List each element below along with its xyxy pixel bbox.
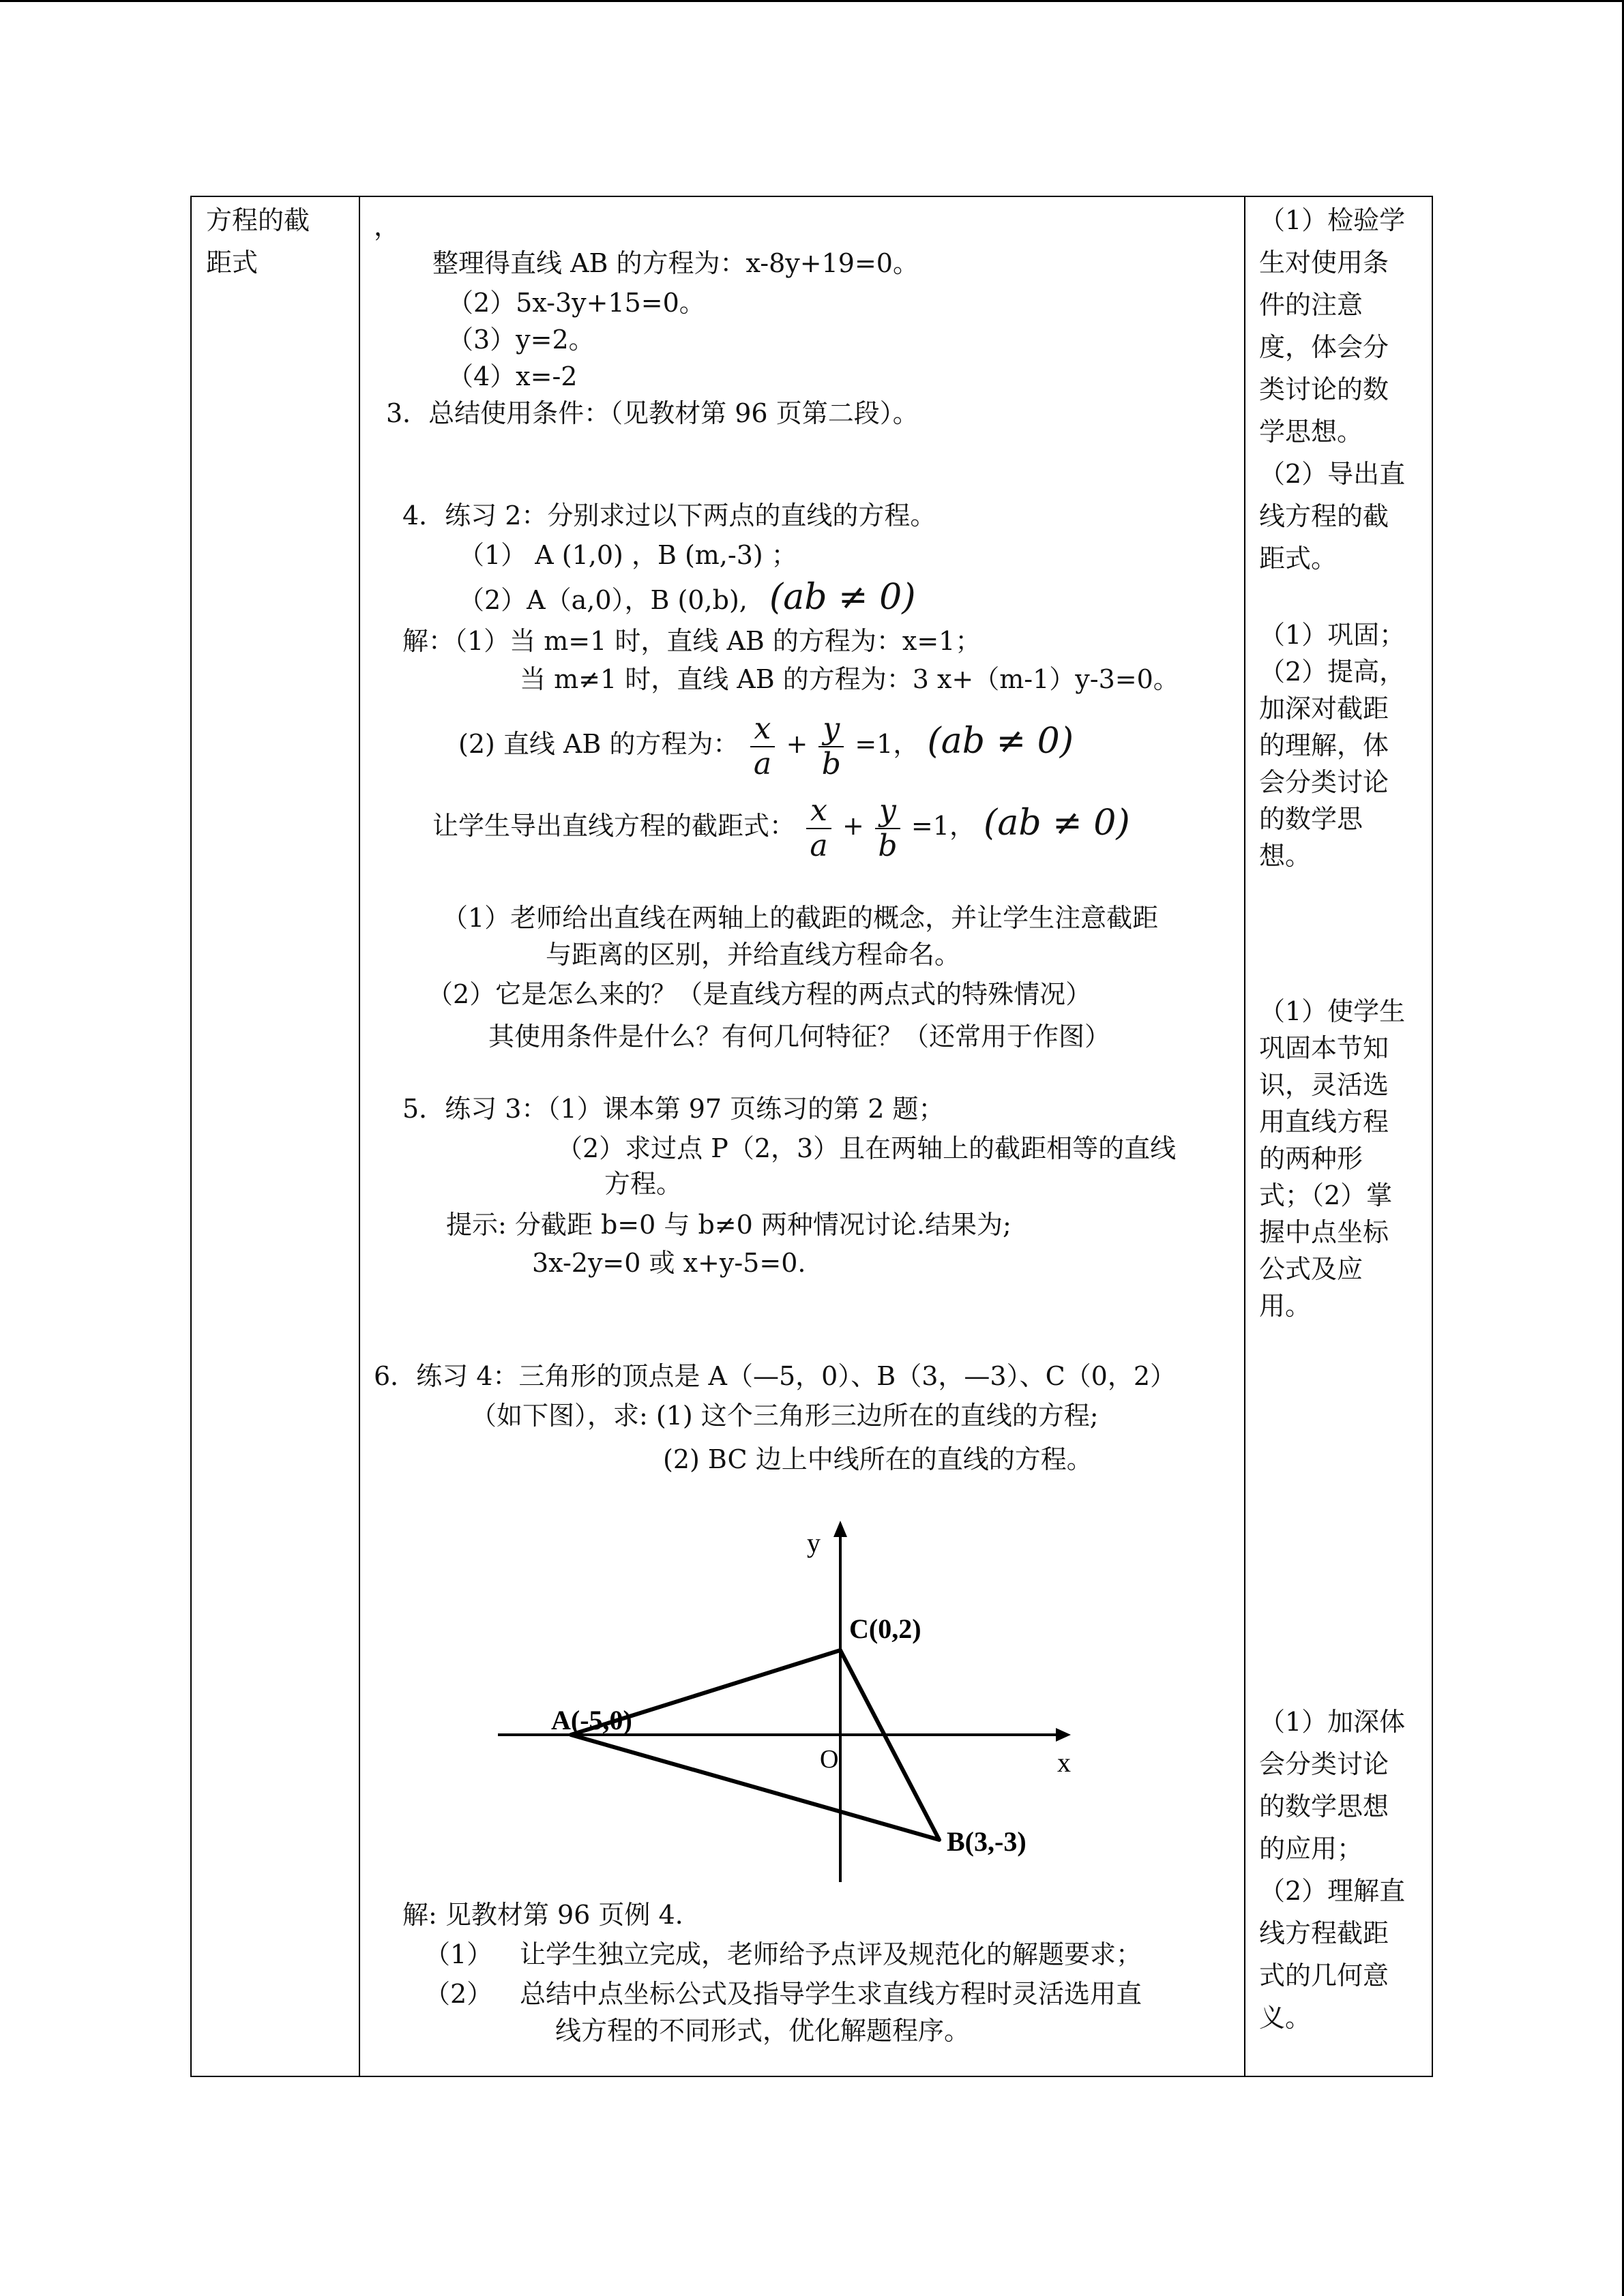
exercise-4-title: 6．练习 4：三角形的顶点是 A（—5，0）、B（3，—3）、C（0，2） [374, 1361, 1177, 1391]
right-note-block-2 [1259, 616, 1405, 874]
right-note-line: （2）提高， [1259, 657, 1406, 687]
denominator: a [753, 746, 772, 781]
right-note-line: 的数学思 [1259, 804, 1363, 834]
numerator: y [875, 794, 900, 829]
right-note-line: 的两种形 [1259, 1144, 1363, 1174]
denominator: b [878, 828, 898, 863]
note-1b: 与距离的区别，并给直线方程命名。 [546, 940, 961, 970]
ab-equation-line: 整理得直线 AB 的方程为：x-8y+19=0。 [432, 248, 919, 278]
answer-1-number: （1） [424, 1939, 493, 1969]
answer-2-text-a: 总结中点坐标公式及指导学生求直线方程时灵活选用直 [520, 1979, 1142, 2009]
exercise-2-item-2 [458, 577, 916, 618]
answer-3-line: （3）y=2。 [447, 325, 595, 355]
fraction-x-over-a [750, 712, 776, 781]
plus-sign: + [842, 811, 864, 841]
right-note-line: （1）检验学 [1259, 205, 1406, 235]
summary-line: 3．总结使用条件：（见教材第 96 页第二段）。 [386, 398, 919, 428]
note-1a: （1）老师给出直线在两轴上的截距的概念，并让学生注意截距 [442, 903, 1159, 933]
right-note-line: （2）导出直 [1259, 459, 1406, 489]
page-top-border [0, 0, 1624, 2]
exercise-3-title: 5．练习 3：（1）课本第 97 页练习的第 2 题； [402, 1094, 945, 1124]
denominator: a [810, 828, 828, 863]
fraction-y-over-b [818, 712, 844, 781]
fraction-x-over-a [806, 794, 831, 863]
solution-1b: 当 m≠1 时，直线 AB 的方程为：3 x+（m-1）y-3=0。 [520, 664, 1179, 694]
point-b-label: B(3,-3) [947, 1826, 1027, 1857]
right-note-line: 用直线方程 [1259, 1107, 1389, 1137]
right-note-line: 用。 [1259, 1291, 1312, 1321]
fraction-y-over-b [875, 794, 900, 863]
hint-line-b: 3x-2y=0 或 x+y-5=0. [532, 1248, 806, 1278]
right-note-line: （1）加深体 [1259, 1707, 1406, 1737]
triangle-abc [571, 1650, 939, 1840]
answer-2-number: （2） [424, 1979, 493, 2009]
answer-title: 解: 见教材第 96 页例 4. [402, 1900, 683, 1930]
note-2b: 其使用条件是什么？有何几何特征？（还常用于作图） [488, 1022, 1111, 1052]
equals-one: =1， [911, 811, 975, 841]
right-note-line: 会分类讨论 [1259, 767, 1389, 797]
numerator: x [750, 712, 776, 747]
right-note-line: 生对使用条 [1259, 248, 1389, 278]
right-note-line: 件的注意 [1259, 290, 1363, 320]
exercise-4-sub-1: （如下图），求: (1) 这个三角形三边所在的直线的方程; [471, 1401, 1099, 1431]
point-a-label: A(-5,0) [551, 1705, 632, 1735]
right-note-line: 加深对截距 [1259, 694, 1389, 724]
right-note-line: 的数学思想 [1259, 1791, 1389, 1821]
right-note-line: 类讨论的数 [1259, 374, 1389, 404]
denominator: b [821, 746, 841, 781]
section-label-line: 距式 [206, 248, 259, 278]
solution-1a: 解：（1）当 m=1 时，直线 AB 的方程为：x=1； [402, 626, 981, 656]
right-note-line: 线方程的截 [1259, 501, 1389, 531]
intercept-form-formula [432, 786, 1130, 863]
right-note-line: 学思想。 [1259, 417, 1363, 447]
intercept-prefix: 让学生导出直线方程的截距式： [432, 811, 796, 841]
origin-label: O [820, 1745, 839, 1774]
table-divider-left [359, 196, 360, 2077]
right-note-line: 识，灵活选 [1259, 1070, 1389, 1100]
solution-2-formula [458, 704, 1074, 781]
right-note-line: 想。 [1259, 841, 1312, 871]
right-note-block-4 [1259, 1701, 1405, 2039]
right-note-line: 线方程截距 [1259, 1918, 1389, 1948]
right-note-line: 距式。 [1259, 543, 1338, 573]
right-note-line: 的应用； [1259, 1834, 1363, 1864]
right-note-line: 公式及应 [1259, 1254, 1363, 1284]
table-divider-right [1244, 196, 1245, 2077]
right-note-line: 式；（2）掌 [1259, 1180, 1393, 1210]
exercise-3-item-2b: 方程。 [604, 1169, 683, 1199]
exercise-3-item-2a: （2）求过点 P（2，3）且在两轴上的截距相等的直线 [557, 1133, 1177, 1163]
answer-2-line: （2）5x-3y+15=0。 [447, 288, 705, 318]
right-note-line: 式的几何意 [1259, 1960, 1389, 1991]
right-note-line: 巩固本节知 [1259, 1033, 1389, 1063]
right-note-line: （1）巩固； [1259, 620, 1406, 650]
exercise-2-item-2-text: （2）A（a,0），B (0,b), [458, 585, 748, 615]
x-axis-label: x [1057, 1747, 1071, 1778]
exercise-4-sub-2: (2) BC 边上中线所在的直线的方程。 [663, 1444, 1093, 1474]
y-axis-arrow-icon [833, 1521, 847, 1537]
right-note-line: （1）使学生 [1259, 996, 1406, 1026]
right-note-line: （2）理解直 [1259, 1876, 1406, 1906]
right-note-line: 度，体会分 [1259, 332, 1389, 362]
hint-line-a: 提示: 分截距 b=0 与 b≠0 两种情况讨论.结果为; [446, 1210, 1012, 1240]
y-axis-label: y [807, 1527, 821, 1558]
exercise-2-title: 4．练习 2：分别求过以下两点的直线的方程。 [402, 501, 936, 531]
right-note-line: 的理解，体 [1259, 730, 1389, 760]
exercise-2-item-1: （1） A (1,0) ，B (m,-3) ； [458, 540, 797, 570]
section-label-line: 方程的截 [206, 205, 310, 235]
right-note-line: 会分类讨论 [1259, 1749, 1389, 1779]
solution-2-prefix: (2) 直线 AB 的方程为： [458, 729, 739, 759]
note-2a: （2）它是怎么来的？（是直线方程的两点式的特殊情况） [427, 979, 1092, 1009]
right-note-block-3 [1259, 993, 1405, 1324]
equals-one: =1， [855, 729, 919, 759]
numerator: x [806, 794, 831, 829]
triangle-figure [477, 1514, 1091, 1896]
ab-condition: (ab ≠ 0) [927, 721, 1074, 762]
right-note-line: 握中点坐标 [1259, 1217, 1389, 1247]
ab-condition: (ab ≠ 0) [984, 803, 1130, 844]
answer-4-line: （4）x=-2 [447, 361, 578, 391]
x-axis-arrow-icon [1056, 1728, 1071, 1742]
right-note-line: 义。 [1259, 2003, 1312, 2033]
point-c-label: C(0,2) [849, 1613, 921, 1644]
numerator: y [818, 712, 844, 747]
ab-condition: (ab ≠ 0) [769, 577, 916, 618]
comma-line: ， [374, 211, 400, 241]
right-note-block-1 [1259, 199, 1405, 580]
answer-1-text: 让学生独立完成，老师给予点评及规范化的解题要求； [520, 1939, 1142, 1969]
answer-2-text-b: 线方程的不同形式，优化解题程序。 [555, 2016, 971, 2046]
section-label [206, 199, 310, 284]
plus-sign: + [786, 729, 808, 759]
